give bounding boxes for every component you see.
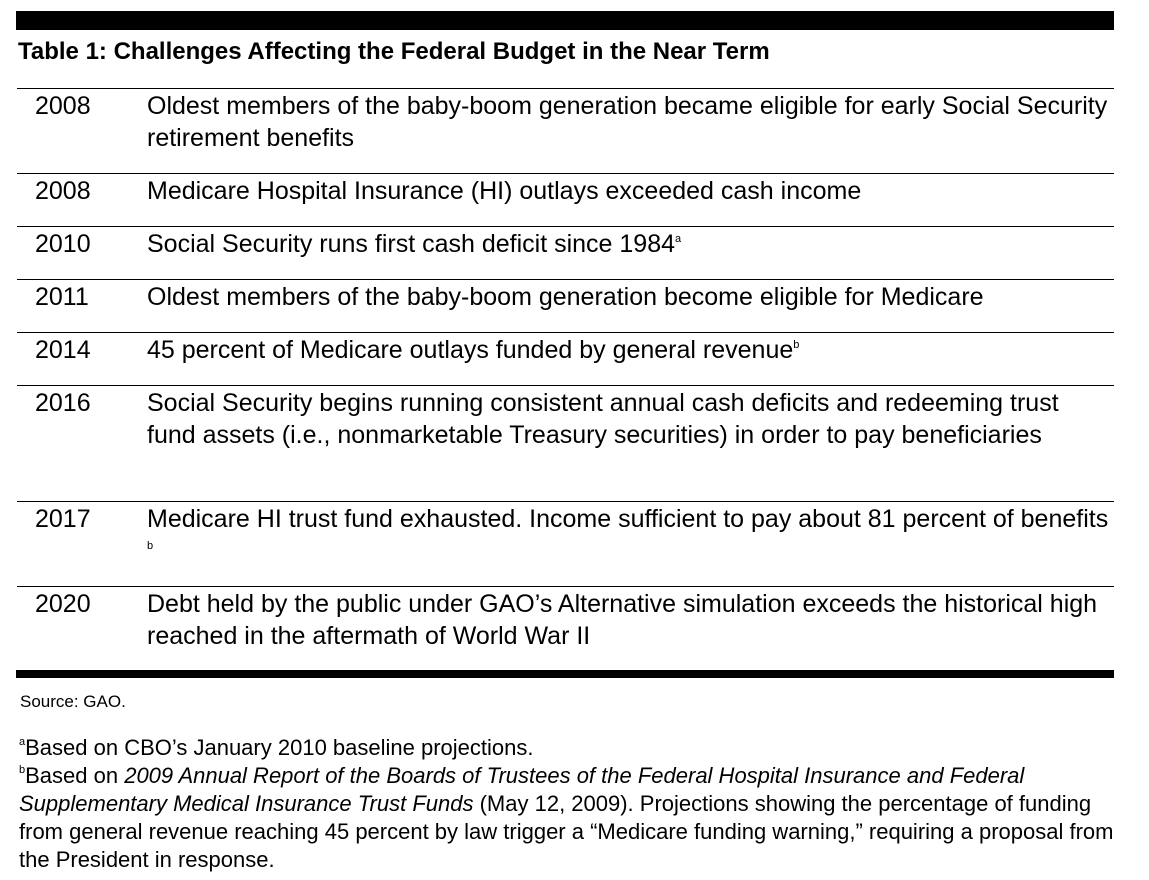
footnote-text: Based on CBO’s January 2010 baseline projections. xyxy=(25,735,534,760)
document-page xyxy=(16,11,1114,874)
footnote-a xyxy=(19,734,1114,762)
footnotes xyxy=(16,734,1114,874)
year-cell: 2020 xyxy=(35,590,91,618)
bottom-rule xyxy=(16,670,1114,678)
table-row xyxy=(17,386,1114,502)
table-row xyxy=(17,587,1114,671)
description-text: 45 percent of Medicare outlays funded by general revenue xyxy=(147,336,794,364)
description-cell xyxy=(147,333,1114,386)
description-cell xyxy=(147,227,1114,280)
description-text: Oldest members of the baby-boom generation became eligible for early Social Security retirement benefits xyxy=(147,92,1108,152)
top-rule xyxy=(16,11,1114,30)
table-row xyxy=(17,227,1114,280)
description-cell xyxy=(147,386,1114,502)
description-text: Medicare HI trust fund exhausted. Income sufficient to pay about 81 percent of benefits xyxy=(147,505,1109,533)
table-row xyxy=(17,280,1114,333)
year-cell: 2008 xyxy=(35,177,91,205)
description-text: Social Security begins running consistent annual cash deficits and redeeming trust fund assets (i.e., nonmarketable Treasury securities) in order to pay beneficiaries xyxy=(147,389,1059,449)
events-table xyxy=(17,88,1114,670)
table-row xyxy=(17,502,1114,587)
year-cell: 2010 xyxy=(35,230,91,258)
description-cell xyxy=(147,89,1114,174)
year-cell: 2011 xyxy=(35,283,89,311)
year-cell: 2014 xyxy=(35,336,91,364)
table-row xyxy=(17,333,1114,386)
footnote-suffix: (May 12, 2009). Projections showing the percentage of funding from general revenue reaching 45 percent by law trigger a “Medicare funding warning,” requiring a proposal from the President in response. xyxy=(19,791,1114,872)
footnote-prefix: Based on xyxy=(25,763,125,788)
table-row xyxy=(17,174,1114,227)
report-title: 2009 Annual Report of the Boards of Trustees of the Federal Hospital Insurance and Federal Supplementary Medical Insurance Trust Funds xyxy=(19,763,1025,816)
description-text: Debt held by the public under GAO’s Alternative simulation exceeds the historical high reached in the aftermath of World War II xyxy=(147,590,1098,650)
footnote-mark: a xyxy=(19,736,26,748)
footnote-mark: b xyxy=(19,764,26,776)
footnote-marker: b xyxy=(147,540,154,552)
description-text: Oldest members of the baby-boom generation become eligible for Medicare xyxy=(147,283,984,311)
description-cell xyxy=(147,280,1114,333)
footnote-marker: a xyxy=(675,233,682,245)
footnote-marker: b xyxy=(793,339,800,351)
year-cell: 2016 xyxy=(35,389,91,417)
footnote-b xyxy=(19,762,1114,874)
source-line: Source: GAO. xyxy=(20,692,126,711)
description-cell xyxy=(147,174,1114,227)
table-title: Table 1: Challenges Affecting the Federal Budget in the Near Term xyxy=(18,38,770,65)
description-cell xyxy=(147,502,1114,587)
year-cell: 2017 xyxy=(35,505,91,533)
description-text: Medicare Hospital Insurance (HI) outlays exceeded cash income xyxy=(147,177,862,205)
table-row xyxy=(17,89,1114,174)
description-text: Social Security runs first cash deficit since 1984 xyxy=(147,230,676,258)
year-cell: 2008 xyxy=(35,92,91,120)
description-cell xyxy=(147,587,1114,671)
